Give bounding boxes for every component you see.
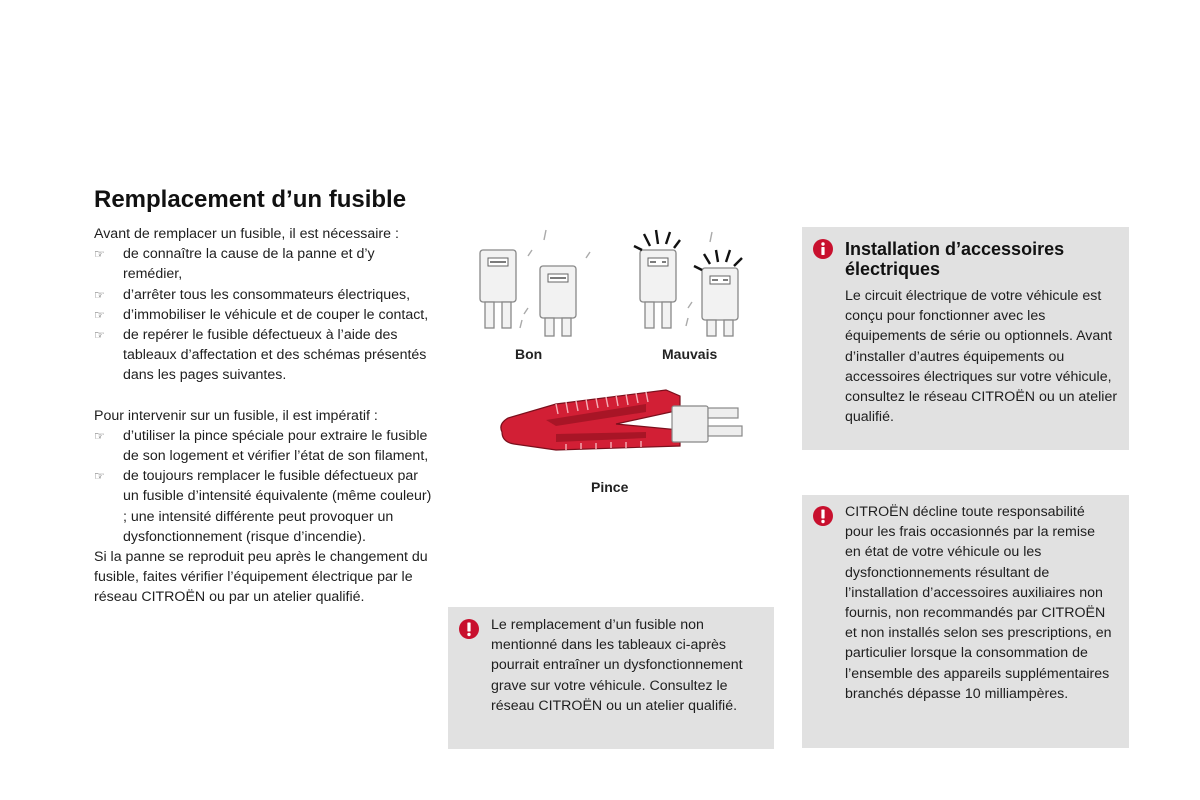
info-box <box>802 227 1129 450</box>
instructions-column <box>94 224 434 608</box>
pointing-hand-icon: ☞ <box>94 469 105 484</box>
intervention-intro: Pour intervenir sur un fusible, il est impératif : <box>94 407 378 424</box>
info-icon <box>813 239 833 259</box>
repeat-text: Si la panne se reproduit peu après le changement du fusible, faites vérifier l’équipement électrique par le réseau CITROËN ou par un atelier qualifié. <box>94 549 428 606</box>
list-item: ☞ d’immobiliser le véhicule et de couper le contact, <box>94 305 434 325</box>
list-item: ☞ d’utiliser la pince spéciale pour extraire le fusible de son logement et vérifier l’état de son filament, <box>94 427 429 465</box>
list-item: ☞ d’arrêter tous les consommateurs électriques, <box>94 285 434 305</box>
pointing-hand-icon: ☞ <box>94 307 105 322</box>
info-box-text: Le circuit électrique de votre véhicule est conçu pour fonctionner avec les équipements de série ou optionnels. Avant d’installer d’autres équipements ou accessoires électriques sur votre véhicule, consultez le réseau CITROËN ou un atelier qualifié. <box>845 288 1118 426</box>
list-item: ☞ de repérer le fusible défectueux à l’aide des tableaux d’affectation et des schémas présentés dans les pages suivantes. <box>94 327 427 384</box>
label-tool: Pince <box>591 479 629 495</box>
warning-icon <box>813 506 833 526</box>
warning-fuse-text: Le remplacement d’un fusible non mentionné dans les tableaux ci-après pourrait entraîner un dysfonctionnement grave sur votre véhicule. Consultez le réseau CITROËN ou un atelier qualifié. <box>491 617 743 714</box>
pointing-hand-icon: ☞ <box>94 247 105 262</box>
label-bad: Mauvais <box>662 346 718 362</box>
page-title: Remplacement d’un fusible <box>94 186 407 213</box>
intervention-list <box>94 426 434 547</box>
warning-icon <box>459 619 479 639</box>
pointing-hand-icon: ☞ <box>94 328 105 343</box>
fuse-bad-illustration <box>630 228 760 338</box>
info-box-title: Installation d’accessoires électriques <box>845 239 1065 279</box>
intro-text: Avant de remplacer un fusible, il est nécessaire : <box>94 226 399 242</box>
fuse-good-illustration <box>470 228 600 338</box>
warning-fuse-box <box>448 607 774 749</box>
warning-liability-text: CITROËN décline toute responsabilité pour les frais occasionnés par la remise en état de votre véhicule ou les dysfonctionnements résultant de l’installation d’accessoires auxiliaires non fournis, non recommandés par CITROËN et non installés selon ses prescriptions, en particulier lorsque la consommation de l’ensemble des appareils supplémentaires branchés dépasse 10 milliampères. <box>845 504 1112 702</box>
prerequisites-list <box>94 244 434 385</box>
warning-liability-box <box>802 495 1129 748</box>
fuse-puller-illustration <box>496 380 746 470</box>
label-good: Bon <box>515 346 543 362</box>
pointing-hand-icon: ☞ <box>94 287 105 302</box>
list-item: ☞ de toujours remplacer le fusible défectueux par un fusible d’intensité équivalente (même couleur) ; une intensité différente peut provoquer un dysfonctionnement (risque d’incendie). <box>94 468 432 545</box>
pointing-hand-icon: ☞ <box>94 428 105 443</box>
list-item: ☞ de connaître la cause de la panne et d’y remédier, <box>94 246 375 283</box>
